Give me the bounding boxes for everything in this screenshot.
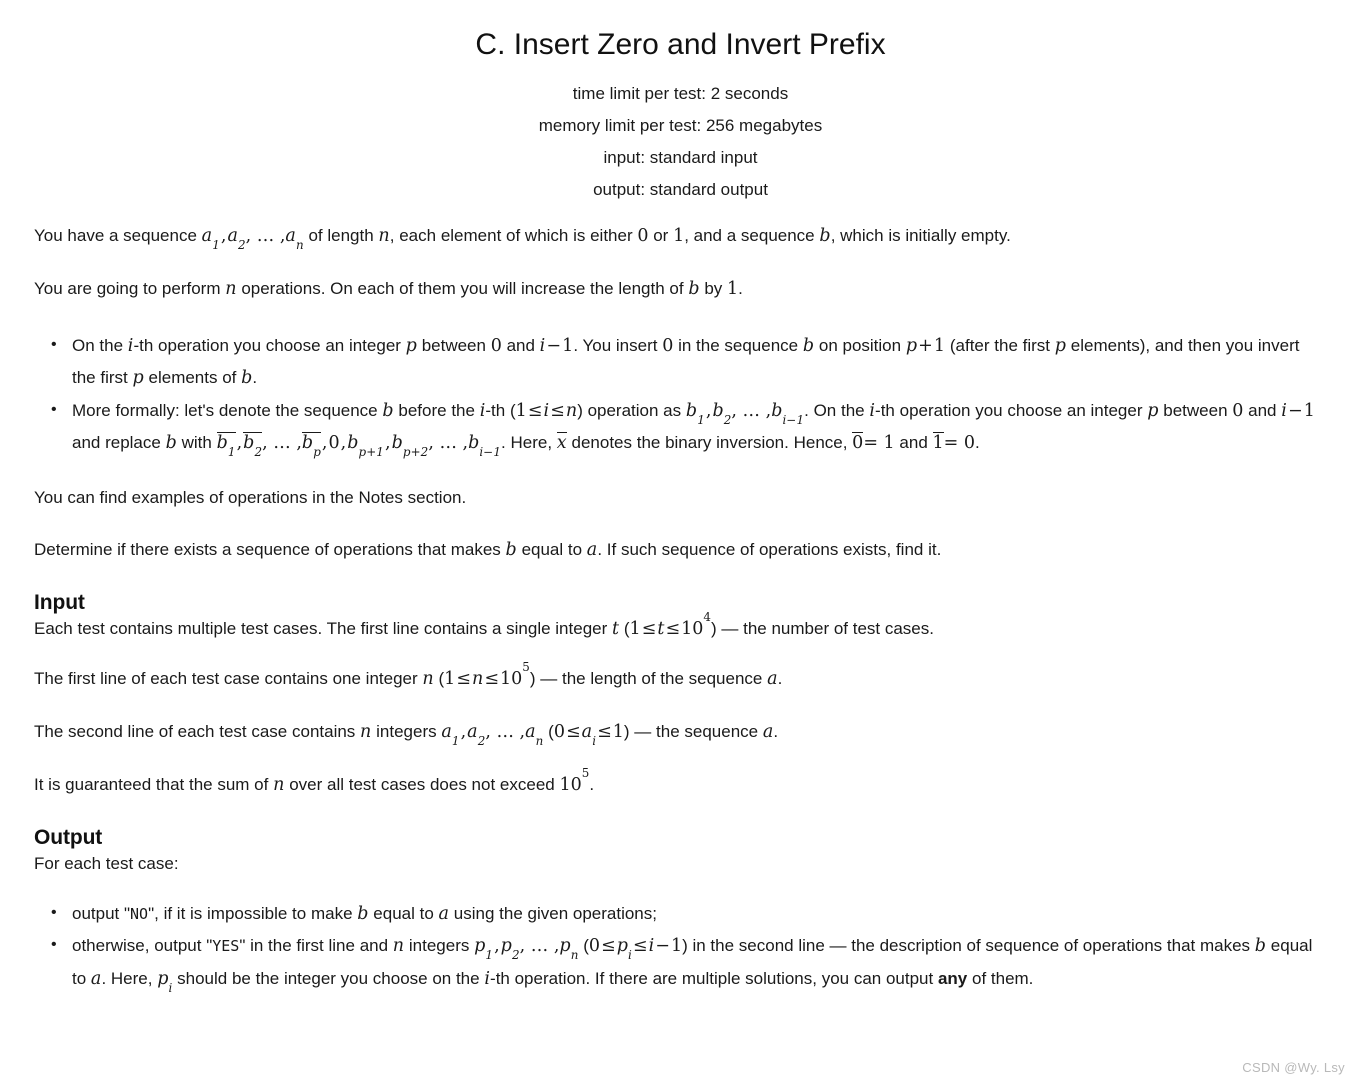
math-t: t (611, 618, 620, 639)
text-run: ( (543, 722, 554, 742)
math-dots: , … , (485, 722, 526, 743)
math-bi-1: $b_{i-1}$ (468, 433, 502, 460)
text-run: integers (371, 722, 442, 742)
math-b: b (802, 336, 815, 357)
math-zero: 0 (1232, 400, 1244, 421)
math-range-ai: $0\le a_i\le 1$ (553, 722, 624, 749)
text-run: elements of (143, 368, 242, 388)
statement-paragraph-1: You have a sequence $a_1,a_2$, … $,a_n$ of length n, each element of which is either 0 or 1, and a sequence b, which is initially empty. (34, 226, 1011, 253)
text-run: by (699, 279, 728, 299)
text-run: " in the first line and (239, 936, 393, 956)
text-run: integers (404, 936, 475, 956)
math-b: b (505, 539, 517, 560)
math-dots: , … , (428, 433, 469, 454)
memory-limit: memory limit per test: 256 megabytes (538, 116, 823, 136)
math-b: b (382, 400, 394, 421)
text-run: with (176, 433, 217, 453)
math-a: a (438, 904, 450, 925)
text-run: before the (393, 400, 480, 420)
math-bp1: $b_{p+1}$ (347, 433, 384, 460)
math-n: n (422, 669, 434, 690)
text-run: -th operation you choose an integer (133, 336, 406, 356)
text-run: . You insert (573, 336, 663, 356)
math-an: $a_n$ (285, 226, 304, 253)
math-x-overline: x (556, 433, 567, 454)
math-p1: $p_1$ (474, 936, 494, 963)
text-run: and (501, 336, 540, 356)
text-run: ) in the second line — the description of sequence of operations that makes (682, 936, 1255, 956)
math-a1: $a_1$ (201, 226, 220, 253)
text-run: between (416, 336, 491, 356)
text-run: should be the integer you choose on the (172, 968, 485, 988)
math-i-minus-1: i−1 (539, 336, 574, 357)
output-section-lead: For each test case: (34, 853, 179, 873)
math-b: b (688, 279, 700, 300)
math-dots: , … , (731, 400, 772, 421)
input-line-2 (34, 660, 1327, 692)
math-one-overline: 1 (932, 433, 944, 454)
input-line-1 (34, 609, 1327, 642)
math-b: b (819, 226, 831, 247)
math-p: p (405, 336, 417, 357)
text-run: . (777, 669, 783, 689)
math-a: a (90, 968, 102, 989)
math-range-pi: $0\le p_i\le i-1$ (588, 936, 683, 963)
math-n: n (378, 226, 390, 247)
statement-body (0, 224, 1361, 995)
page-title: C. Insert Zero and Invert Prefix (475, 28, 886, 61)
math-zero-overline: 0 (852, 433, 864, 454)
text-run: (after the first (945, 336, 1055, 356)
text-run: ", if it is impossible to make (148, 904, 358, 924)
math-b2-overline: $b_2$ (243, 433, 263, 460)
verdict-no-code: NO (130, 905, 149, 924)
text-run: , and a sequence (684, 226, 820, 246)
math-p: p (1054, 336, 1067, 357)
math-i-minus-1: i−1 (1281, 400, 1315, 421)
text-run: otherwise, output " (72, 936, 213, 956)
text-run: The second line of each test case contains (34, 722, 361, 742)
math-equals-zero: = 0 (943, 433, 976, 454)
verdict-yes-code: YES (212, 937, 240, 956)
math-a2: $a_2$ (227, 226, 246, 253)
math-one: 1 (673, 226, 685, 247)
math-range-t: $1\le t\le 10^4$ (629, 609, 711, 639)
text-run: Each test contains multiple test cases. The first line contains a single integer (34, 618, 612, 638)
math-zero: 0 (490, 336, 502, 357)
input-line-4 (34, 766, 1327, 798)
text-run: in the sequence (673, 336, 803, 356)
math-a1: $a_1$ (441, 722, 460, 749)
math-range-n: $1\le n\le 10^5$ (444, 660, 530, 690)
text-run: equal to (368, 904, 439, 924)
text-run: On the (72, 336, 128, 356)
text-run: . (738, 279, 743, 299)
text-run: -th operation. If there are multiple solutions, you can output (490, 968, 938, 988)
text-run: You have a sequence (34, 226, 202, 246)
text-run: . Here, (101, 968, 158, 988)
math-p2: $p_2$ (500, 936, 520, 963)
text-run: , each element of which is either (389, 226, 638, 246)
list-item (72, 330, 1327, 395)
list-item (72, 898, 1327, 930)
math-pi: $p_i$ (157, 968, 173, 995)
math-bp-overline: $b_p$ (301, 433, 321, 460)
math-i: i (479, 400, 486, 421)
text-run: . On the (804, 400, 870, 420)
text-run: on position (814, 336, 906, 356)
math-b: b (241, 368, 253, 389)
text-run: More formally: let's denote the sequence (72, 400, 383, 420)
math-a2: $a_2$ (467, 722, 486, 749)
output-mode: output: standard output (593, 180, 768, 200)
input-section-heading: Input (34, 590, 85, 614)
output-section-heading: Output (34, 825, 103, 849)
text-run: and (1243, 400, 1282, 420)
text-run: output " (72, 904, 131, 924)
math-one: 1 (727, 279, 739, 300)
math-b1: $b_1$ (685, 400, 705, 427)
text-run: . If such sequence of operations exists, find it. (597, 539, 942, 559)
math-i: i (127, 336, 134, 357)
math-dots: , … , (245, 226, 286, 247)
problem-header (0, 0, 1361, 206)
text-run: of length (303, 226, 379, 246)
text-run: denotes the binary inversion. Hence, (566, 433, 853, 453)
statement-paragraph-2 (34, 277, 1327, 302)
text-run: . (975, 433, 980, 453)
math-equals-one: = 1 (863, 433, 895, 454)
math-pn: $p_n$ (559, 936, 579, 963)
text-run: . (589, 775, 595, 795)
text-run: ) — the sequence (623, 722, 763, 742)
math-an: $a_n$ (525, 722, 544, 749)
math-range-i: 1≤i≤n (515, 400, 578, 421)
text-run: using the given operations; (449, 904, 657, 924)
text-run: -th operation you choose an integer (875, 400, 1148, 420)
text-run: The first line of each test case contains one integer (34, 669, 423, 689)
text-run: ( (578, 936, 589, 956)
math-zero: 0 (662, 336, 674, 357)
text-run: ) — the length of the sequence (529, 669, 768, 689)
text-run: ) — the number of test cases. (711, 618, 934, 638)
text-run: or (648, 226, 674, 246)
list-item: • otherwise, output "YES" in the first line and n integers $p_1,p_2$, … $,p_n$ $(0\le p_i\le i-1)$ in the second line — the description of sequence of operations that makes b equal to a. Here, $p_i$ should be the integer you choose on the i-th operation. If there are multiple solutions, you can output any of them. (72, 930, 1327, 995)
math-b2: $b_2$ (712, 400, 732, 427)
math-dots: , … , (519, 936, 560, 957)
list-item: • More formally: let's denote the sequence b before the i-th (1≤i≤n) operation as $b_1,b_2$, … $,b_{i-1}$. On the i-th operation you choose an integer p between 0 and i−1 and replace b with $b_1,b_2$, … $,b_p,0,b_{p+1},b_{p+2}$, … $,b_{i-1}$. Here, x denotes the binary inversion. Hence, 0= 1 and 1= 0. (72, 395, 1327, 460)
math-i: i (869, 400, 876, 421)
statement-paragraph-4 (34, 538, 1327, 563)
math-10-pow-5: $10^5$ (559, 766, 590, 796)
math-i: i (484, 968, 491, 989)
math-p: p (132, 368, 144, 389)
math-dots: , … , (262, 433, 302, 454)
math-a: a (586, 539, 598, 560)
math-n: n (225, 279, 237, 300)
math-n: n (273, 775, 285, 796)
math-zero: 0 (637, 226, 649, 247)
text-run: operations. On each of them you will increase the length of (236, 279, 689, 299)
math-b: b (1254, 936, 1267, 957)
text-run: and replace (72, 433, 166, 453)
text-run: equal to (516, 539, 587, 559)
input-line-3: The second line of each test case contains n integers $a_1,a_2$, … $,a_n$ $(0\le a_i\le 1)$ — the sequence a. (34, 722, 779, 749)
text-run: ( (619, 618, 630, 638)
text-run: . (773, 722, 779, 742)
math-p: p (1147, 400, 1159, 421)
math-n: n (360, 722, 372, 743)
text-run: over all test cases does not exceed (284, 775, 560, 795)
math-zero: 0 (328, 433, 340, 454)
text-run: . Here, (501, 433, 557, 453)
math-a: a (767, 669, 778, 690)
text-run: between (1158, 400, 1233, 420)
math-bp2: $b_{p+2}$ (391, 433, 429, 460)
math-a: a (762, 722, 774, 743)
text-run: Determine if there exists a sequence of operations that makes (34, 539, 506, 559)
math-bi-1: $b_{i-1}$ (771, 400, 805, 427)
output-bullet-list (34, 898, 1327, 995)
text-run: equal to (72, 936, 1313, 988)
math-b: b (357, 904, 369, 925)
math-n: n (392, 936, 405, 957)
statement-paragraph-3: You can find examples of operations in the Notes section. (34, 487, 467, 507)
math-b: b (165, 433, 177, 454)
text-run: . (252, 368, 258, 388)
text-run: of them. (967, 968, 1034, 988)
text-run: , which is initially empty. (830, 226, 1011, 246)
operation-bullet-list (34, 330, 1327, 460)
text-run: and (894, 433, 933, 453)
text-run: It is guaranteed that the sum of (34, 775, 274, 795)
text-run: ( (433, 669, 445, 689)
input-mode: input: standard input (603, 148, 758, 168)
math-b1-overline: $b_1$ (216, 433, 236, 460)
emphasis-any: any (937, 968, 968, 988)
csdn-watermark: CSDN @Wy. Lsy (1242, 1060, 1345, 1075)
text-run: -th ( (485, 400, 516, 420)
text-run: elements), and then you invert the first (72, 336, 1300, 388)
text-run: ) operation as (577, 400, 686, 420)
text-run: You are going to perform (34, 279, 226, 299)
time-limit: time limit per test: 2 seconds (572, 84, 789, 104)
math-p-plus-1: p+1 (905, 336, 946, 357)
